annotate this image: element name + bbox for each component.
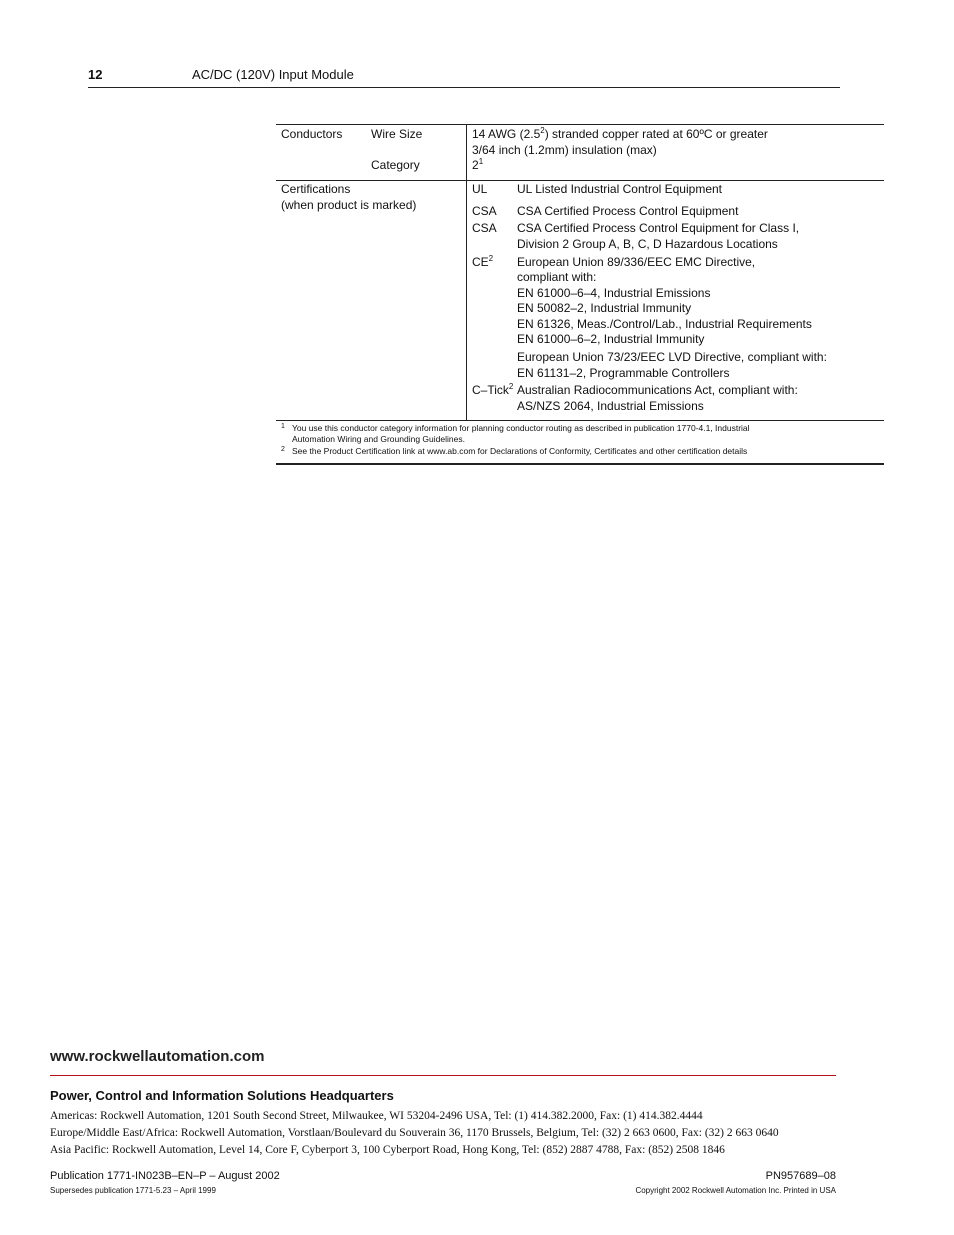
category-label: Category — [371, 158, 420, 172]
csa-hazloc-code: CSA — [472, 221, 497, 235]
ctick-text: Australian Radiocommunications Act, compliant with: — [517, 383, 798, 397]
footnote-mark: 2 — [281, 446, 285, 453]
page-number: 12 — [88, 67, 103, 82]
insulation-value: 3/64 inch (1.2mm) insulation (max) — [472, 143, 657, 157]
ce-text: EN 61000–6–4, Industrial Emissions — [517, 286, 711, 300]
part-number: PN957689–08 — [765, 1170, 836, 1182]
table-footnotes — [276, 421, 884, 463]
ctick-text: AS/NZS 2064, Industrial Emissions — [517, 399, 704, 413]
csa-code: CSA — [472, 204, 497, 218]
column-divider — [466, 181, 467, 420]
address-apac: Asia Pacific: Rockwell Automation, Level 14, Core F, Cyberport 3, 100 Cyberport Road, Hong Kong, Tel: (852) 2887 4788, Fax: (852) 2508 1846 — [50, 1144, 725, 1156]
supersedes-note: Supersedes publication 1771-5.23 – April 1999 — [50, 1186, 216, 1195]
ul-text: UL Listed Industrial Control Equipment — [517, 182, 722, 196]
csa-text: CSA Certified Process Control Equipment — [517, 204, 739, 218]
footnote-text: See the Product Certification link at www.ab.com for Declarations of Conformity, Certificates and other certification details — [292, 446, 748, 456]
conductors-label: Conductors — [281, 127, 343, 141]
column-divider — [466, 125, 467, 180]
spec-table — [276, 124, 884, 465]
ul-code: UL — [472, 182, 488, 196]
address-americas: Americas: Rockwell Automation, 1201 South Second Street, Milwaukee, WI 53204-2496 USA, Tel: (1) 414.382.2000, Fax: (1) 414.382.4444 — [50, 1110, 703, 1122]
lvd-text: European Union 73/23/EEC LVD Directive, compliant with: — [517, 350, 827, 364]
footnote-text: You use this conductor category information for planning conductor routing as described in publication 1770-4.1, Industrial — [292, 423, 750, 433]
ctick-code: C–Tick$^2$ — [472, 382, 514, 397]
wire-size-value: 14 AWG $(2.5^2)$ stranded copper rated at 60ºC or greater — [472, 126, 768, 141]
category-value: $2^1$ — [472, 157, 484, 172]
csa-hazloc-text: Division 2 Group A, B, C, D Hazardous Locations — [517, 237, 778, 251]
address-emea: Europe/Middle East/Africa: Rockwell Automation, Vorstlaan/Boulevard du Souverain 36, 1170 Brussels, Belgium, Tel: (32) 2 663 0600, Fax: (32) 2 663 0640 — [50, 1127, 779, 1139]
ce-text: EN 61326, Meas./Control/Lab., Industrial Requirements — [517, 317, 812, 331]
wire-size-label: Wire Size — [371, 127, 423, 141]
running-title: AC/DC (120V) Input Module — [192, 67, 354, 82]
certifications-row — [276, 181, 884, 421]
ce-text: EN 50082–2, Industrial Immunity — [517, 301, 692, 315]
ce-text: compliant with: — [517, 270, 597, 284]
certifications-sublabel: (when product is marked) — [281, 198, 417, 212]
page-header — [88, 64, 840, 88]
footnote-text: Automation Wiring and Grounding Guidelines. — [292, 434, 465, 444]
ce-text: EN 61000–6–2, Industrial Immunity — [517, 332, 705, 346]
certifications-label: Certifications — [281, 182, 351, 196]
website-link[interactable]: www.rockwellautomation.com — [50, 1048, 265, 1065]
lvd-text: EN 61131–2, Programmable Controllers — [517, 366, 730, 380]
ce-text: European Union 89/336/EEC EMC Directive, — [517, 255, 756, 269]
ce-code: $CE^2$ — [472, 254, 494, 269]
conductors-row — [276, 125, 884, 181]
csa-hazloc-text: CSA Certified Process Control Equipment for Class I, — [517, 221, 800, 235]
hq-title: Power, Control and Information Solutions Headquarters — [50, 1088, 394, 1103]
footer-divider — [50, 1075, 836, 1076]
publication-number: Publication 1771-IN023B–EN–P – August 2002 — [50, 1170, 280, 1182]
footnote-mark: 1 — [281, 423, 285, 430]
copyright: Copyright 2002 Rockwell Automation Inc. Printed in USA — [635, 1186, 836, 1195]
